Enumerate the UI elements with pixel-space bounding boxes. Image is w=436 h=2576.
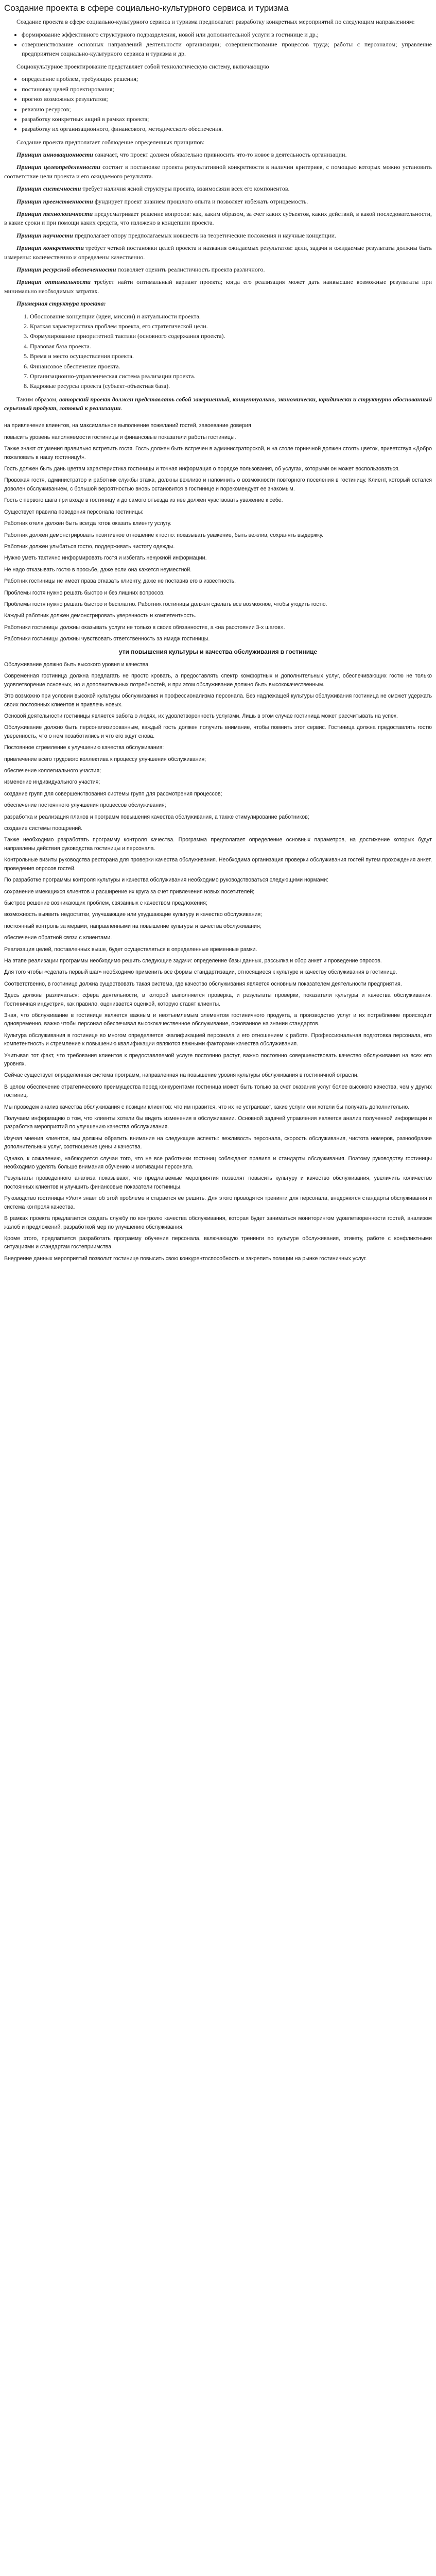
body-paragraph: Для того чтобы «сделать первый шаг» необходимо применить все формы стандартизации, относящиеся к культуре и качеству обслуживания в гостинице. [4,969,397,976]
structure-heading: Примерная структура проекта: [16,300,106,308]
body-paragraph: Также знают от умения правильно встретить гостя. Гость должен быть встречен в администраторской, и на столе горничной должен стоять цветок, приветствуя «Добро пожаловать в нашу гостиницу!». [4,446,432,461]
list-item: • ревизию ресурсов; [22,105,432,114]
list-item: 5. Время и место осуществления проекта. [30,352,432,361]
body-paragraph: Культура обслуживания в гостинице во многом определяется квалификацией персонала и его отношением к работе. Профессиональная подготовка персонала, его компетентность и стремление к повышению квалификации являются важными факторами качества обслуживания. [4,1032,432,1047]
body-section-2 [4,660,432,1008]
body-paragraph: обеспечение постоянного улучшения процессов обслуживания; [4,802,166,809]
principle-name: Принцип ресурсной обеспеченности [16,265,116,273]
principle-text: предполагает опору предполагаемых новшеств на теоретические положения и научные концепции. [73,231,337,239]
body-paragraph: Мы проведем анализ качества обслуживания с позиции клиентов: что им нравится, что их не устраивает, какие услуги они хотели бы получать дополнительно. [4,1104,410,1110]
body-paragraph: возможность выявить недостатки, улучшающие или ухудшающие культуру и качество обслуживания; [4,911,263,918]
body-paragraph: сохранение имеющихся клиентов и расширение их круга за счет привлечения новых посетителей; [4,888,255,895]
body-paragraph: Сейчас существует определенная система программ, направленная на повышение уровня культуры обслуживания в гостиничной отрасли. [4,1072,359,1079]
list-item: 8. Кадровые ресурсы проекта (субъект-объектная база). [30,382,432,391]
body-paragraph: Зная, что обслуживание в гостинице является важным и неотъемлемым элементом гостиничного продукта, а производство услуг и их потребление происходит одновременно, важно чтобы персонал обеспечивал высококачественное обслуживание, основанное на знании стандартов. [4,1012,432,1027]
principle-name: Принцип технологичности [16,210,93,218]
summary-prefix: Таким образом, [16,395,60,403]
intro-list [4,30,432,58]
body-paragraph: Проблемы гостя нужно решать быстро и без лишних вопросов. [4,589,165,596]
list-item: • разработку конкретных акций в рамках проекта; [22,115,432,124]
body-paragraph: Кроме этого, предлагается разработать программу обучения персонала, включающую тренинги по культуре обслуживания, этикету, работе с конфликтными ситуациями и стандартам гостеприимства. [4,1235,432,1250]
list-item: 4. Правовая база проекта. [30,342,432,351]
body-paragraph: На этапе реализации программы необходимо решить следующие задачи: определение базы данных, рассылка и сбор анкет и проведение опросов. [4,957,382,964]
principle-text: требует найти оптимальный вариант проекта; когда его реализация может дать наивысшие возможные результаты при минимально необходимых затратах. [4,278,432,295]
body-paragraph: Работники гостиницы должны оказывать услуги не только в своих обязанностях, а «на расстоянии 3-х шагов». [4,624,285,631]
body-paragraph: Получаем информацию о том, что клиенты хотели бы видеть изменения в обслуживании. Основной задачей управления является анализ полученной информации и разработка мероприятий по улучшению качества обслуживания. [4,1115,432,1130]
principles-block [4,150,432,296]
list-item: • постановку целей проектирования; [22,85,432,94]
body-paragraph: В целом обеспечение стратегического преимущества перед конкурентами гостиница может быть только за счет оказания услуг более высокого качества, чем у других гостиниц. [4,1083,432,1099]
body-paragraph: Изучая мнения клиентов, мы должны обратить внимание на следующие аспекты: вежливость персонала, скорость обслуживания, чистота номеров, разнообразие дополнительных услуг, соотношение цены и качества. [4,1135,432,1150]
body-paragraph: обеспечение обратной связи с клиентами. [4,935,112,941]
summary-paragraph [4,395,432,413]
body-paragraph: Работники гостиницы должны чувствовать ответственность за имидж гостиницы. [4,636,210,642]
principle-paragraph [4,163,432,181]
body-paragraph: Обслуживание должно быть высокого уровня и качества. [4,661,150,668]
body-paragraph: Не надо отказывать гостю в просьбе, даже если она кажется неуместной. [4,566,192,573]
list-item: • определение проблем, требующих решения; [22,75,432,83]
body-paragraph: повысить уровень наполняемости гостиницы и финансовые показатели работы гостиницы. [4,434,236,440]
principle-name: Принцип научности [16,231,73,239]
principle-name: Принцип целеопределенности [16,163,100,171]
page-title: Создание проекта в сфере социально-культурного сервиса и туризма [4,3,289,13]
principle-paragraph [4,231,432,240]
principle-name: Принцип системности [16,185,81,193]
summary-bold: авторский проект должен представлять собой завершенный, концептуально, экономически, юридически и структурно обоснованный серьезный продукт, готовый к реализации [4,395,432,412]
body-paragraph: Современная гостиница должна предлагать не просто кровать, а предоставлять спектр комфортных и дополнительных услуг, обеспечивающих гостю не только удовлетворение основных, но и дополнительных потребностей, и при этом обслуживание должно быть высококачественным. [4,673,432,688]
intro-paragraph: Создание проекта в сфере социально-культурного сервиса и туризма предполагает разработку конкретных мероприятий по следующим направлениям: [16,18,415,26]
principle-paragraph [4,210,432,228]
body-paragraph: Однако, к сожалению, наблюдается случаи того, что не все работники гостиниц соблюдают правила и стандарты обслуживания. Поэтому руководству гостиницы необходимо уделять больше внимания обучению и мотивации персонала. [4,1155,432,1171]
principle-paragraph [4,184,432,193]
principle-paragraph [4,150,432,159]
body-paragraph: Работник должен улыбаться гостю, поддерживать чистоту одежды. [4,543,175,550]
principle-name: Принцип конкретности [16,244,84,252]
principle-text: фундирует проект знанием прошлого опыта и позволяет избежать отрицаемость. [93,197,308,205]
body-paragraph: Каждый работник должен демонстрировать уверенность и компетентность. [4,613,197,619]
summary-suffix: . [120,404,123,412]
tech-list [4,75,432,133]
body-paragraph: Здесь должны различаться: сфера деятельности, в которой выполняется проверка, и результаты проверки, показатели культуры и качества обслуживания. Гостиничная индустрия, как правило, оценивается оценкой, которую ставят клиенты. [4,992,432,1007]
body-paragraph: Проблемы гостя нужно решать быстро и бесплатно. Работник гостиницы должен сделать все возможное, чтобы угодить гостю. [4,601,327,607]
principles-lead: Создание проекта предполагает соблюдение определенных принципов: [16,138,205,146]
principle-text: требует четкой постановки целей проекта и названия ожидаемых результатов: цели, задачи и ожидаемые результаты должны быть измерены: количественно и определены качественно. [4,244,432,261]
list-item: • формирование эффективного структурного подразделения, новой или дополнительной услуги в гостинице и др.; [22,30,432,39]
body-paragraph: Обслуживание должно быть персонализированным, каждый гость должен получить внимание, чтобы помнить этот сервис. Гостиница должна предоставлять гостю уверенность, что о нем позаботились и что его ждут снова. [4,724,432,739]
body-paragraph: Существует правила поведения персонала гостиницы: [4,509,144,515]
body-paragraph: Руководство гостиницы «Уют» знает об этой проблеме и старается ее решить. Для этого проводятся тренинги для персонала, внедряются стандарты обслуживания и система контроля качества. [4,1195,432,1210]
principle-text: предусматривает решение вопросов: как, каким образом, за счет каких субъектов, каких действий, в какой последовательности, в какие сроки и при помощи каких средств, что изложено в концепции проекта. [4,210,432,227]
tech-paragraph: Социокультурное проектирование представляет собой технологическую систему, включающую [16,62,269,70]
body-paragraph: Внедрение данных мероприятий позволит гостинице повысить свою конкурентоспособность и закрепить позиции на рынке гостиничных услуг. [4,1255,367,1262]
body-paragraph: Реализация целей, поставленных выше, будет осуществляться в определенные временные рамки. [4,946,257,953]
principle-text: состоит в постановке проекта результативной конкретности в наличии критериев, с помощью которых можно установить соответствие цели проекта и его ожидаемого результата. [4,163,432,180]
body-paragraph: Провожая гостя, администратор и работник службы этажа, должны вежливо и напомнить о возможности повторного поселения в гостиницу. Клиент, который остался доволен обслуживанием, с большой вероятностью вновь остановится в гостинице и порекомендует ее знакомым. [4,477,432,492]
body-paragraph: быстрое решение возникающих проблем, связанных с качеством предложения; [4,900,207,906]
principle-text: требует наличия ясной структуры проекта, взаимосвязи всех его компонентов. [81,185,290,193]
body-section-1 [4,421,432,643]
body-paragraph: Гость должен быть дань цветам характеристика гостиницы и точная информация о порядке пользования, об услугах, которыми он может воспользоваться. [4,466,400,472]
structure-list [4,312,432,391]
list-item: 6. Финансовое обеспечение проекта. [30,362,432,371]
body-paragraph: Работник отеля должен быть всегда готов оказать клиенту услугу. [4,520,171,527]
document-page [0,0,436,1276]
body-paragraph: на привлечение клиентов, на максимальное выполнение пожеланий гостей, завоевание доверия [4,422,251,429]
body-paragraph: Контрольные визиты руководства ресторана для проверки качества обслуживания. Необходима организация проверки обслуживания гостей путем прохождения анкет, проведения опросов гостей. [4,857,432,872]
body-paragraph: По разработке программы контроля культуры и качества обслуживания необходимо руководствоваться следующими нормами: [4,877,328,884]
body-paragraph: Нужно уметь тактично информировать гостя и избегать ненужной информации. [4,555,207,562]
principle-text: позволяет оценить реалистичность проекта различного. [116,265,265,273]
body-paragraph: Работник должен демонстрировать позитивное отношение к гостю: показывать уважение, быть вежлив, сохранять выдержку. [4,532,324,538]
body-paragraph: обеспечение коллегиального участия; [4,768,101,774]
body-paragraph: Гость с первого шага при входе в гостиницу и до самого отъезда из нее должен чувствовать уважение к себе. [4,497,283,504]
principle-paragraph [4,197,432,206]
section-heading: ути повышения культуры и качества обслуживания в гостинице [118,648,318,655]
body-paragraph: Это возможно при условии высокой культуры обслуживания и профессионализма персонала. Без надлежащей культуры обслуживания гостиница не сможет удержать своих постоянных клиентов и привлечь новых. [4,693,432,708]
body-section-3 [4,1011,432,1263]
principle-paragraph [4,265,432,274]
body-paragraph: постоянный контроль за мерами, направленными на повышение культуры и качества обслуживания; [4,923,261,929]
body-paragraph: Также необходимо разработать программу контроля качества. Программа предполагает определение основных параметров, на достижение которых будут направлены действия руководства гостиницы и персонала. [4,837,432,852]
principle-name: Принцип инновационности [16,151,93,159]
principle-paragraph [4,244,432,262]
body-paragraph: Соответственно, в гостинице должна существовать такая система, где качество обслуживания является основным показателем деятельности предприятия. [4,980,402,987]
principle-name: Принцип оптимальности [16,278,91,286]
body-paragraph: Постоянное стремление к улучшению качества обслуживания: [4,744,164,751]
list-item: • разработку их организационного, финансового, методического обеспечения. [22,125,432,133]
principle-paragraph [4,278,432,296]
body-paragraph: создание системы поощрений. [4,825,83,832]
list-item: 7. Организационно-управленческая система реализации проекта. [30,372,432,381]
list-item: • прогноз возможных результатов; [22,95,432,104]
principle-name: Принцип преемственности [16,197,93,205]
list-item: 2. Краткая характеристика проблем проекта, его стратегической цели. [30,322,432,331]
list-item: 1. Обоснование концепции (идеи, миссии) и актуальности проекта. [30,312,432,321]
body-paragraph: В рамках проекта предлагается создать службу по контролю качества обслуживания, которая будет заниматься мониторингом удовлетворенности гостей, анализом жалоб и предложений, разработкой мер по улучшению обслуживания. [4,1215,432,1230]
body-paragraph: Основой деятельности гостиницы является забота о людях, их удовлетворенность услугами. Лишь в этом случае гостиница может рассчитывать на успех. [4,713,398,719]
body-paragraph: Учитывая тот факт, что требования клиентов к предоставляемой услуге постоянно растут, важно постоянно совершенствовать качество обслуживания на всех его уровнях. [4,1052,432,1067]
body-paragraph: Результаты проведенного анализа показывают, что предлагаемые мероприятия позволят повысить культуру и качество обслуживания, увеличить количество постоянных клиентов и улучшить финансовые показатели гостиницы. [4,1175,432,1190]
body-paragraph: Работник гостиницы не имеет права отказать клиенту, даже не поставив его в известность. [4,578,236,585]
body-paragraph: создание групп для совершенствования системы групп для рассмотрения процессов; [4,790,222,797]
body-paragraph: изменение индивидуального участия; [4,779,100,786]
list-item: 3. Формулирование приоритетной тактики (основного содержания проекта). [30,332,432,341]
body-paragraph: привлечение всего трудового коллектива к процессу улучшения обслуживания; [4,756,206,762]
body-paragraph: разработка и реализация планов и программ повышения качества обслуживания, а также стимулирование работников; [4,814,309,820]
list-item: • совершенствование основных направлений деятельности организации; совершенствование процессов труда; работы с персоналом; управление предприятием социально-культурного сервиса и туризма и др. [22,40,432,58]
principle-text: означает, что проект должен обязательно привносить что-то новое в деятельность организации. [93,151,347,159]
